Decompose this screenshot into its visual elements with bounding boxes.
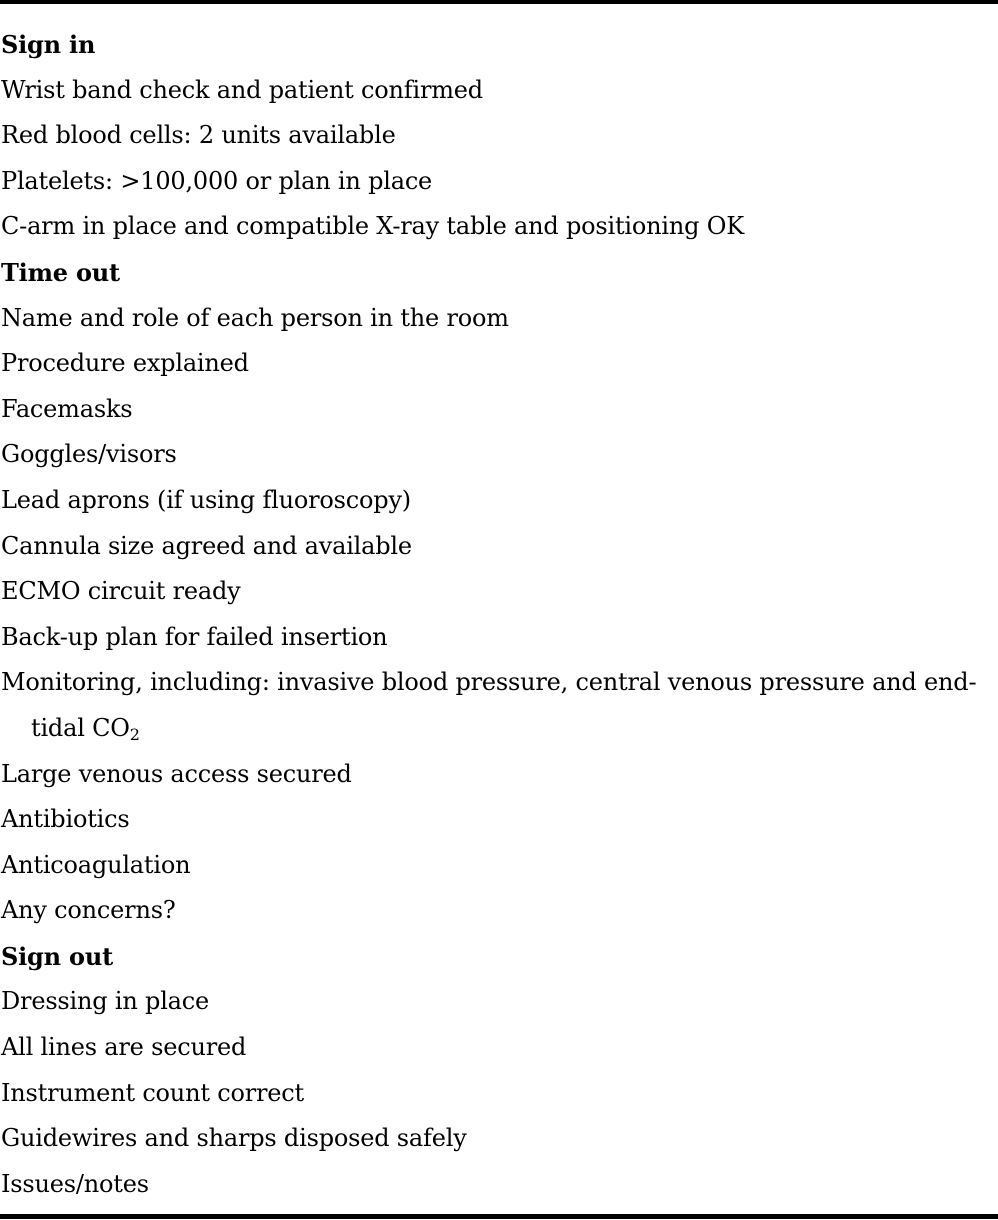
subscript-2: 2 bbox=[129, 724, 140, 744]
checklist-item: C-arm in place and compatible X-ray table and positioning OK bbox=[1, 212, 744, 241]
checklist-item-monitoring bbox=[1, 660, 991, 751]
section-heading-sign-out: Sign out bbox=[1, 941, 113, 971]
checklist-item: Guidewires and sharps disposed safely bbox=[1, 1124, 467, 1153]
checklist-table bbox=[1, 22, 991, 1207]
checklist-item: All lines are secured bbox=[1, 1033, 247, 1062]
checklist-item: Anticoagulation bbox=[1, 850, 191, 879]
table-top-rule bbox=[0, 0, 998, 4]
checklist-item: Procedure explained bbox=[1, 349, 249, 378]
checklist-item: Wrist band check and patient confirmed bbox=[1, 75, 483, 104]
checklist-item: Goggles/visors bbox=[1, 440, 177, 469]
checklist-item: Antibiotics bbox=[1, 805, 130, 834]
section-heading-time-out: Time out bbox=[1, 257, 120, 287]
section-heading-sign-in: Sign in bbox=[1, 30, 96, 59]
checklist-item: Cannula size agreed and available bbox=[1, 531, 412, 560]
checklist-item: Issues/notes bbox=[1, 1169, 149, 1198]
checklist-item: Name and role of each person in the room bbox=[1, 303, 509, 332]
checklist-item: Any concerns? bbox=[1, 896, 176, 925]
checklist-item: Lead aprons (if using fluoroscopy) bbox=[1, 485, 411, 514]
checklist-item: Dressing in place bbox=[1, 987, 210, 1016]
checklist-item: Instrument count correct bbox=[1, 1078, 304, 1107]
checklist-item: Platelets: >100,000 or plan in place bbox=[1, 166, 433, 195]
checklist-item: ECMO circuit ready bbox=[1, 577, 241, 606]
checklist-item: Large venous access secured bbox=[1, 759, 352, 788]
table-bottom-rule bbox=[0, 1214, 998, 1219]
checklist-item: Red blood cells: 2 units available bbox=[1, 121, 396, 150]
checklist-item: Facemasks bbox=[1, 394, 133, 423]
monitoring-text: Monitoring, including: invasive blood pressure, central venous pressure and end-tidal CO bbox=[1, 668, 977, 742]
checklist-item: Back-up plan for failed insertion bbox=[1, 622, 388, 651]
